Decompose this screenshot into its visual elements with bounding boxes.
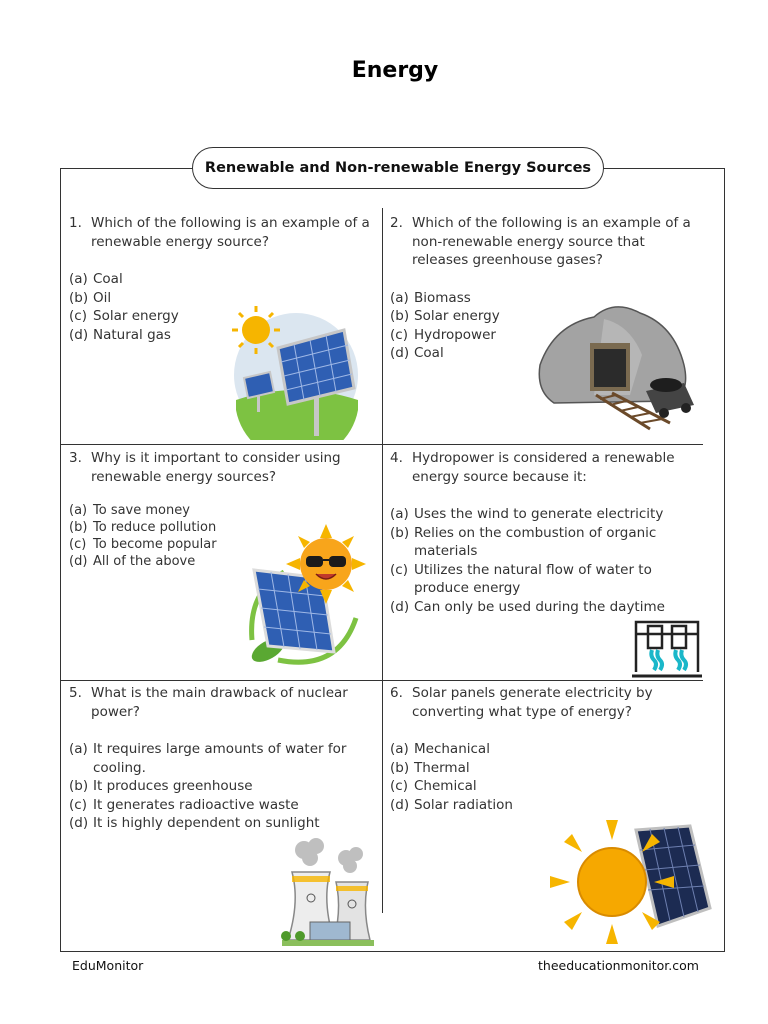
question-stem-line: Which of the following is an example of a [91,215,370,231]
option-a: (a) Coal [69,271,123,287]
question-stem-line: converting what type of energy? [412,703,632,720]
option-d: (d) Coal [390,345,444,361]
question-number: 2. [390,215,403,231]
option-d: (d) Can only be used during the daytime [390,598,665,615]
option-d: (d) Natural gas [69,326,171,343]
question-stem-line: Hydropower is considered a renewable [412,450,675,466]
question-number: 4. [390,450,403,466]
option-b: (b) Solar energy [390,308,500,324]
question-number: 1. [69,215,82,231]
option-a: (a) Biomass [390,289,471,306]
question-4 [390,449,690,616]
question-stem-line: energy source because it: [412,468,587,485]
option-c: (c) Hydropower [390,326,496,343]
question-stem-line: What is the main drawback of nuclear [91,685,348,701]
question-stem-line: Solar panels generate electricity by [412,685,653,701]
option-a: (a) To save money [69,503,190,518]
question-stem-line: power? [91,703,140,720]
question-number: 5. [69,685,82,701]
option-a: (a) Mechanical [390,741,490,757]
option-b: (b) Relies on the combustion of organic materials [390,524,657,559]
option-a: (a) It requires large amounts of water for cooling. [69,741,347,776]
option-d: (d) All of the above [69,554,196,569]
smiling-sun-solar-panel-icon [238,522,368,670]
row-divider-1 [61,444,703,445]
option-a: (a) Uses the wind to generate electricity [390,506,664,522]
question-number: 3. [69,450,82,466]
sun-and-solar-panel-icon [540,808,716,946]
question-6 [390,684,700,814]
option-d: (d) Solar radiation [390,796,513,813]
option-c: (c) It generates radioactive waste [69,796,299,813]
question-stem-line: releases greenhouse gases? [412,252,603,268]
question-stem-line: Why is it important to consider using [91,450,341,466]
question-5 [69,684,369,833]
question-stem-line: non-renewable energy source that [412,233,645,250]
option-c: (c) Solar energy [69,308,179,324]
question-number: 6. [390,685,403,701]
question-stem-line: renewable energy sources? [91,468,277,485]
row-divider-2 [61,680,703,681]
coal-mine-icon [534,295,706,440]
question-stem-line: Which of the following is an example of a [412,215,691,231]
question-stem-line: renewable energy source? [91,233,269,250]
nuclear-plant-icon [276,836,380,948]
solar-panel-with-sun-icon [226,300,366,440]
hydropower-dam-icon [632,616,702,680]
option-b: (b) Thermal [390,759,470,776]
section-title: Renewable and Non-renewable Energy Sources [192,147,604,189]
option-c: (c) To become popular [69,537,217,552]
option-c: (c) Chemical [390,778,477,794]
option-c: (c) Utilizes the natural flow of water to produce energy [390,561,652,596]
option-d: (d) It is highly dependent on sunlight [69,815,320,831]
footer-right-url: theeducationmonitor.com [538,958,699,973]
footer-left-brand: EduMonitor [72,958,144,973]
option-b: (b) Oil [69,289,112,306]
column-divider [382,208,383,913]
option-b: (b) It produces greenhouse [69,778,253,794]
page-title: Energy [351,58,439,83]
option-b: (b) To reduce pollution [69,520,217,535]
